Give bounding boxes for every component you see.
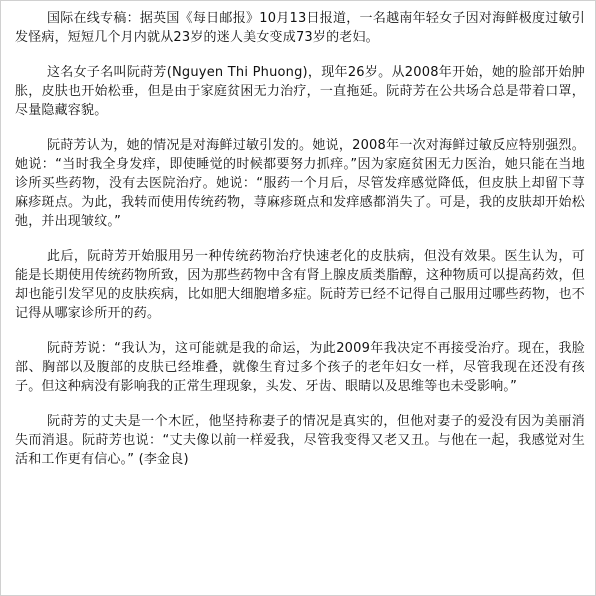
article-body xyxy=(15,9,585,469)
article-paragraph-6: 阮莳芳的丈夫是一个木匠，他坚持称妻子的情况是真实的，但他对妻子的爱没有因为美丽消失而消退。阮莳芳也说：“丈夫像以前一样爱我，尽管我变得又老又丑。与他在一起，我感觉对生活和工作更有信心。” (李金良) xyxy=(15,414,585,467)
article-paragraph-1: 国际在线专稿：据英国《每日邮报》10月13日报道，一名越南年轻女子因对海鲜极度过敏引发怪病，短短几个月内就从23岁的迷人美女变成73岁的老妇。 xyxy=(15,11,585,45)
article-paragraph-2: 这名女子名叫阮莳芳(Nguyen Thi Phuong)，现年26岁。从2008年开始，她的脸部开始肿胀，皮肤也开始松垂，但是由于家庭贫困无力治疗，一直拖延。阮莳芳在公共场合总是带着口罩，尽量隐藏容貌。 xyxy=(15,65,585,118)
article-paragraph-3: 阮莳芳认为，她的情况是对海鲜过敏引发的。她说，2008年一次对海鲜过敏反应特别强烈。她说：“当时我全身发痒，即使睡觉的时候都要努力抓痒。”因为家庭贫困无力医治，她只能在当地诊所买些药物，没有去医院治疗。她说：“服药一个月后，尽管发痒感觉降低，但皮肤上却留下荨麻疹斑点。为此，我转而使用传统药物，荨麻疹斑点和发痒感都消失了。可是，我的皮肤却开始松弛，并出现皱纹。” xyxy=(15,138,585,229)
article-paragraph-4: 此后，阮莳芳开始服用另一种传统药物治疗快速老化的皮肤病，但没有效果。医生认为，可能是长期使用传统药物所致，因为那些药物中含有肾上腺皮质类脂醇，这种物质可以提高药效，但却也能引发罕见的皮肤疾病，比如肥大细胞增多症。阮莳芳已经不记得自己服用过哪些药物，也不记得从哪家诊所开的药。 xyxy=(15,249,585,321)
article-paragraph-5: 阮莳芳说：“我认为，这可能就是我的命运，为此2009年我决定不再接受治疗。现在，我脸部、胸部以及腹部的皮肤已经堆叠，就像生育过多个孩子的老年妇女一样，尽管我现在还没有孩子。但这种病没有影响我的正常生理现象，头发、牙齿、眼睛以及思维等也未受影响。” xyxy=(15,341,585,394)
